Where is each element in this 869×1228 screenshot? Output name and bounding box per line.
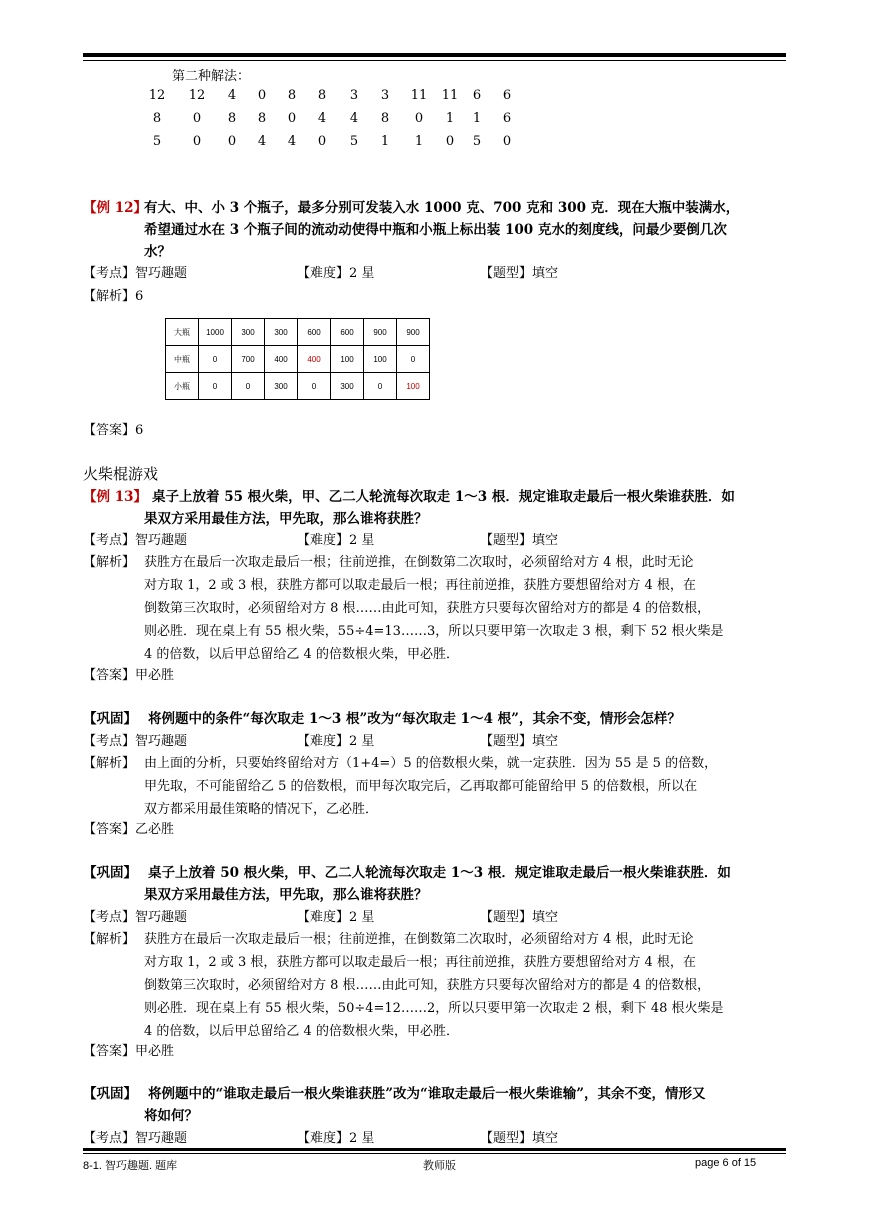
section-title: 火柴棍游戏: [83, 466, 159, 483]
gg2-jiexi: [144, 928, 786, 1043]
gg1-line1: 将例题中的条件“每次取走 1～3 根”改为“每次取走 1～4 根”，其余不变，情形会怎样？: [148, 711, 681, 727]
method2-grid-cell: 0: [287, 111, 297, 126]
water-table-cell: 0: [397, 346, 430, 373]
gg1-kaodian: 【考点】智巧趣题: [83, 734, 188, 749]
gg2-jiexi-line: 获胜方在最后一次取走最后一根；往前逆推，在倒数第二次取时，必须留给对方 4 根，此时无论: [144, 932, 694, 947]
gg2-jiexi-label: 【解析】: [83, 932, 136, 947]
water-table-cell: 300: [265, 373, 298, 400]
method2-grid-cell: 0: [192, 111, 202, 126]
water-table-cell: 400: [298, 346, 331, 373]
ex12-label: 【例 12】: [83, 200, 147, 216]
gg2-tixing: 【题型】填空: [480, 910, 559, 925]
ex13-jiexi-line: 倒数第三次取时，必须留给对方 8 根……由此可知，获胜方只要每次留给对方的都是 4 的倍数根，: [144, 601, 711, 616]
method2-grid-cell: 0: [317, 134, 327, 149]
method2-title: 第二种解法：: [172, 69, 251, 84]
method2-grid-cell: 1: [472, 111, 482, 126]
ex13-tixing: 【题型】填空: [480, 533, 559, 548]
method2-grid-cell: 1: [380, 134, 390, 149]
ex13-answer: 【答案】甲必胜: [83, 668, 175, 683]
gg3-label: 【巩固】: [83, 1086, 137, 1102]
method2-grid-cell: 8: [380, 111, 390, 126]
gg1-answer: 【答案】乙必胜: [83, 822, 175, 837]
method2-grid-cell: 8: [287, 88, 297, 103]
method2-grid-cell: 0: [445, 134, 455, 149]
ex13-jiexi-line: 获胜方在最后一次取走最后一根；往前逆推，在倒数第二次取时，必须留给对方 4 根，此时无论: [144, 555, 694, 570]
method2-grid-cell: 3: [380, 88, 390, 103]
footer-center: 教师版: [423, 1160, 456, 1172]
method2-grid-cell: 0: [227, 134, 237, 149]
water-table-cell: 700: [232, 346, 265, 373]
ex13-jiexi-line: 对方取 1，2 或 3 根，获胜方都可以取走最后一根；再往前逆推，获胜方要想留给对方 4 根，在: [144, 578, 696, 593]
gg2-jiexi-line: 对方取 1，2 或 3 根，获胜方都可以取走最后一根；再往前逆推，获胜方要想留给对方 4 根，在: [144, 955, 696, 970]
method2-grid-cell: 4: [287, 134, 297, 149]
method2-grid-cell: 4: [317, 111, 327, 126]
method2-grid-cell: 11: [441, 88, 459, 103]
ex12-line1: 有大、中、小 3 个瓶子，最多分别可发装入水 1000 克、700 克和 300 克．现在大瓶中装满水，: [144, 200, 740, 216]
ex12-tixing: 【题型】填空: [480, 266, 559, 281]
water-table-cell: 1000: [199, 319, 232, 346]
method2-grid-cell: 4: [349, 111, 359, 126]
ex13-kaodian: 【考点】智巧趣题: [83, 533, 188, 548]
method2-grid-cell: 12: [148, 88, 166, 103]
method2-grid-cell: 8: [227, 111, 237, 126]
water-table-cell: 0: [364, 373, 397, 400]
water-table-cell: 0: [298, 373, 331, 400]
gg2-kaodian: 【考点】智巧趣题: [83, 910, 188, 925]
method2-grid-cell: 0: [257, 88, 267, 103]
ex13-line2: 果双方采用最佳方法，甲先取，那么谁将获胜？: [144, 511, 428, 527]
gg2-jiexi-line: 则必胜．现在桌上有 55 根火柴，50÷4=12……2，所以只要甲第一次取走 2 根，剩下 48 根火柴是: [144, 1001, 724, 1016]
water-table-cell: 600: [298, 319, 331, 346]
water-table-cell: 300: [232, 319, 265, 346]
method2-grid-cell: 5: [349, 134, 359, 149]
header-rule-thick: [83, 53, 786, 57]
gg2-label: 【巩固】: [83, 865, 137, 881]
water-table-cell: 600: [331, 319, 364, 346]
ex12-line2: 希望通过水在 3 个瓶子间的流动动使得中瓶和小瓶上标出装 100 克水的刻度线，问最少要倒几次: [144, 222, 727, 238]
gg1-jiexi-line: 甲先取，不可能留给乙 5 的倍数根，而甲每次取完后，乙再取都可能留给甲 5 的倍数根，所以在: [144, 779, 698, 794]
water-table-cell: 100: [331, 346, 364, 373]
gg2-line1: 桌子上放着 50 根火柴，甲、乙二人轮流每次取走 1～3 根．规定谁取走最后一根火柴谁获胜．如: [148, 865, 731, 881]
gg2-line2: 果双方采用最佳方法，甲先取，那么谁将获胜？: [144, 887, 428, 903]
method2-grid-cell: 1: [445, 111, 455, 126]
gg1-nandu: 【难度】2 星: [297, 734, 375, 749]
gg3-line1: 将例题中的“谁取走最后一根火柴谁获胜”改为“谁取走最后一根火柴谁输”，其余不变，情形又: [148, 1086, 706, 1102]
gg3-nandu: 【难度】2 星: [297, 1131, 375, 1146]
ex13-jiexi-label: 【解析】: [83, 555, 136, 570]
ex13-jiexi-line: 4 的倍数，以后甲总留给乙 4 的倍数根火柴，甲必胜．: [144, 647, 459, 662]
header-rule-thin: [83, 60, 786, 61]
gg3-kaodian: 【考点】智巧趣题: [83, 1131, 188, 1146]
water-table-row-header: 大瓶: [166, 319, 199, 346]
gg3-tixing: 【题型】填空: [480, 1131, 559, 1146]
gg1-label: 【巩固】: [83, 711, 137, 727]
water-pouring-table: [165, 318, 430, 400]
method2-grid-cell: 0: [502, 134, 512, 149]
ex13-jiexi: [144, 551, 786, 666]
ex13-jiexi-line: 则必胜．现在桌上有 55 根火柴，55÷4=13……3，所以只要甲第一次取走 3 根，剩下 52 根火柴是: [144, 624, 724, 639]
ex12-jiexi: 【解析】6: [83, 289, 144, 304]
method2-grid-cell: 11: [410, 88, 428, 103]
water-table-cell: 400: [265, 346, 298, 373]
water-table-cell: 900: [397, 319, 430, 346]
gg2-jiexi-line: 4 的倍数，以后甲总留给乙 4 的倍数根火柴，甲必胜．: [144, 1024, 459, 1039]
gg3-line2: 将如何？: [144, 1108, 198, 1124]
water-table-cell: 0: [199, 373, 232, 400]
method2-grid-cell: 5: [152, 134, 162, 149]
ex13-line1: 桌子上放着 55 根火柴，甲、乙二人轮流每次取走 1～3 根．规定谁取走最后一根火柴谁获胜．如: [152, 489, 735, 505]
ex12-nandu: 【难度】2 星: [297, 266, 375, 281]
water-table-cell: 900: [364, 319, 397, 346]
method2-grid-cell: 6: [502, 111, 512, 126]
method2-grid-cell: 0: [192, 134, 202, 149]
method2-grid-cell: 4: [257, 134, 267, 149]
method2-grid-cell: 6: [472, 88, 482, 103]
water-table-cell: 100: [364, 346, 397, 373]
water-table-cell: 300: [331, 373, 364, 400]
ex12-kaodian: 【考点】智巧趣题: [83, 266, 188, 281]
footer-left: 8-1. 智巧趣题. 题库: [83, 1160, 178, 1172]
water-table-row: [166, 346, 430, 373]
gg1-jiexi-line: 双方都采用最佳策略的情况下，乙必胜．: [144, 802, 379, 817]
footer-right: page 6 of 15: [695, 1157, 757, 1169]
method2-grid-cell: 8: [257, 111, 267, 126]
water-table-cell: 300: [265, 319, 298, 346]
gg2-answer: 【答案】甲必胜: [83, 1044, 175, 1059]
water-table-row: [166, 319, 430, 346]
water-table-cell: 0: [199, 346, 232, 373]
water-table-row-header: 小瓶: [166, 373, 199, 400]
gg1-jiexi-label: 【解析】: [83, 756, 136, 771]
method2-grid-cell: 1: [414, 134, 424, 149]
footer-rule-thick: [83, 1148, 786, 1151]
ex12-answer: 【答案】6: [83, 423, 144, 438]
gg1-jiexi-line: 由上面的分析，只要始终留给对方（1+4=）5 的倍数根火柴，就一定获胜．因为 55 是 5 的倍数，: [144, 756, 718, 771]
method2-grid-cell: 3: [349, 88, 359, 103]
method2-grid-cell: 8: [152, 111, 162, 126]
ex13-nandu: 【难度】2 星: [297, 533, 375, 548]
footer-rule-thin: [83, 1153, 786, 1154]
gg2-nandu: 【难度】2 星: [297, 910, 375, 925]
gg1-tixing: 【题型】填空: [480, 734, 559, 749]
method2-grid-cell: 0: [414, 111, 424, 126]
gg2-jiexi-line: 倒数第三次取时，必须留给对方 8 根……由此可知，获胜方只要每次留给对方的都是 4 的倍数根，: [144, 978, 711, 993]
ex12-line3: 水？: [144, 244, 171, 260]
method2-grid-cell: 6: [502, 88, 512, 103]
water-table-cell: 0: [232, 373, 265, 400]
water-table-row-header: 中瓶: [166, 346, 199, 373]
method2-grid-cell: 4: [227, 88, 237, 103]
method2-grid-cell: 5: [472, 134, 482, 149]
water-table-cell: 100: [397, 373, 430, 400]
method2-grid-cell: 8: [317, 88, 327, 103]
method2-grid-cell: 12: [188, 88, 206, 103]
ex13-label: 【例 13】: [83, 489, 147, 505]
gg1-jiexi: [144, 752, 786, 821]
water-table-row: [166, 373, 430, 400]
